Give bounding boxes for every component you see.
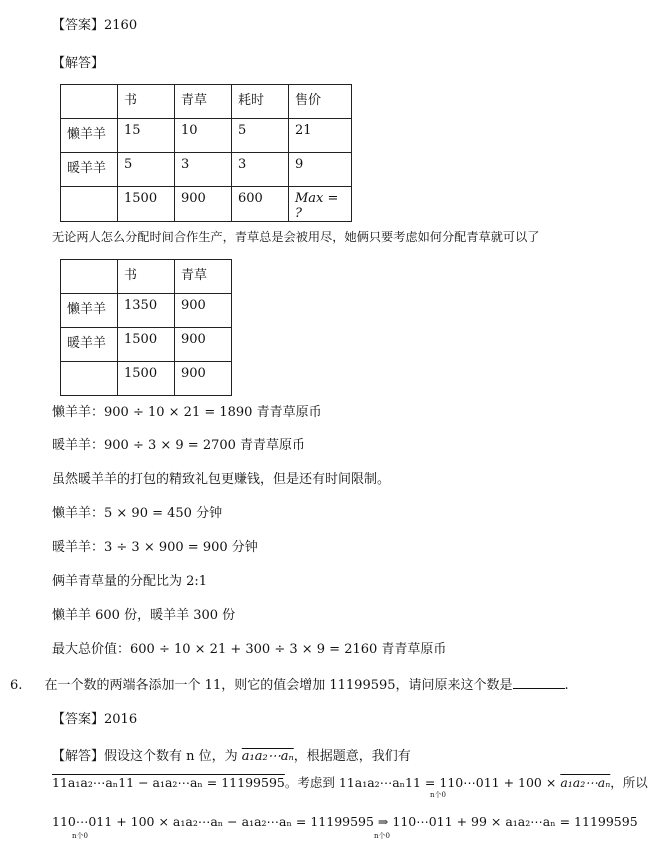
table-row bbox=[61, 294, 232, 328]
table-row bbox=[61, 119, 352, 153]
calc-line: 俩羊青草量的分配比为 2:1 bbox=[52, 574, 208, 589]
table-cell: 5 bbox=[232, 119, 289, 153]
table-row bbox=[61, 362, 232, 396]
solution-text: 假设这个数有 n 位，为 bbox=[104, 749, 238, 764]
table-cell: 15 bbox=[118, 119, 175, 153]
equation-text: ，所以 bbox=[610, 775, 648, 790]
table-cell: 5 bbox=[118, 153, 175, 187]
table-cell: 1500 bbox=[118, 328, 175, 362]
question-text: 在一个数的两端各添加一个 11，则它的值会增加 11199595，请问原来这个数是 bbox=[44, 678, 513, 693]
calc-line: 虽然暖羊羊的打包的精致礼包更赚钱，但是还有时间限制。 bbox=[52, 472, 391, 487]
table-cell: 900 bbox=[175, 362, 232, 396]
table-cell: 10 bbox=[175, 119, 232, 153]
answer-value: 2016 bbox=[104, 712, 138, 727]
table-cell: 3 bbox=[175, 153, 232, 187]
table-row bbox=[61, 187, 352, 222]
solution-text: ，根据题意，我们有 bbox=[293, 749, 411, 764]
table-cell: 900 bbox=[175, 294, 232, 328]
table-cell: 暖羊羊 bbox=[61, 153, 118, 187]
table-cell: 青草 bbox=[175, 85, 232, 119]
production-table bbox=[60, 84, 352, 222]
note-text: 无论两人怎么分配时间合作生产，青草总是会被用尽，她俩只要考虑如何分配青草就可以了 bbox=[52, 230, 540, 244]
answer-line bbox=[52, 708, 137, 727]
table-cell: 600 bbox=[232, 187, 289, 222]
table-cell: 1500 bbox=[118, 362, 175, 396]
calc-line: 最大总价值：600 ÷ 10 × 21 + 300 ÷ 3 × 9 = 2160 青青草原币 bbox=[52, 642, 447, 657]
solution-label: 【解答】 bbox=[52, 56, 105, 71]
allocation-table bbox=[60, 259, 232, 396]
solution-label: 【解答】 bbox=[52, 749, 105, 764]
table-header-row bbox=[61, 85, 352, 119]
table-cell: 900 bbox=[175, 187, 232, 222]
calc-line: 懒羊羊 600 份，暖羊羊 300 份 bbox=[52, 608, 236, 623]
table-cell bbox=[61, 362, 118, 396]
equation: 11a₁a₂⋯aₙ11 = 110⋯011 + 100 × bbox=[338, 775, 557, 790]
answer-label: 【答案】 bbox=[52, 18, 105, 33]
table-cell: 1350 bbox=[118, 294, 175, 328]
table-cell bbox=[61, 260, 118, 294]
table-header-row bbox=[61, 260, 232, 294]
answer-value: 2160 bbox=[104, 18, 138, 33]
solution-intro bbox=[52, 745, 411, 764]
calc-line: 懒羊羊：900 ÷ 10 × 21 = 1890 青青草原币 bbox=[52, 405, 322, 420]
answer-line bbox=[52, 14, 137, 33]
question-number: 6. bbox=[10, 678, 23, 693]
subscript-note: n个0 bbox=[72, 832, 88, 840]
table-cell: Max = ? bbox=[289, 187, 352, 222]
table-cell: 暖羊羊 bbox=[61, 328, 118, 362]
table-row bbox=[61, 153, 352, 187]
digits-expression: a₁a₂⋯aₙ bbox=[560, 775, 611, 790]
table-cell: 1500 bbox=[118, 187, 175, 222]
table-cell: 懒羊羊 bbox=[61, 119, 118, 153]
equation: 11a₁a₂⋯aₙ11 − a₁a₂⋯aₙ = 11199595 bbox=[52, 775, 285, 790]
table-cell: 书 bbox=[118, 85, 175, 119]
table-cell: 耗时 bbox=[232, 85, 289, 119]
table-cell bbox=[61, 85, 118, 119]
question-end: . bbox=[564, 678, 569, 693]
table-cell: 3 bbox=[232, 153, 289, 187]
equation-line-1 bbox=[52, 773, 648, 791]
question-6 bbox=[10, 674, 569, 693]
table-cell: 青草 bbox=[175, 260, 232, 294]
table-cell: 9 bbox=[289, 153, 352, 187]
digits-expression: a₁a₂⋯aₙ bbox=[241, 749, 294, 764]
table-cell: 售价 bbox=[289, 85, 352, 119]
calc-line: 暖羊羊：3 ÷ 3 × 900 = 900 分钟 bbox=[52, 540, 258, 555]
answer-blank bbox=[513, 676, 565, 689]
table-cell: 21 bbox=[289, 119, 352, 153]
subscript-note: n个0 bbox=[374, 832, 390, 840]
table-row bbox=[61, 328, 232, 362]
calc-line: 暖羊羊：900 ÷ 3 × 9 = 2700 青青草原币 bbox=[52, 438, 306, 453]
answer-label: 【答案】 bbox=[52, 712, 105, 727]
subscript-note: n个0 bbox=[430, 791, 446, 799]
table-cell: 书 bbox=[118, 260, 175, 294]
calc-line: 懒羊羊：5 × 90 = 450 分钟 bbox=[52, 506, 223, 521]
table-cell: 懒羊羊 bbox=[61, 294, 118, 328]
equation-text: 。考虑到 bbox=[284, 775, 335, 790]
table-cell bbox=[61, 187, 118, 222]
table-cell: 900 bbox=[175, 328, 232, 362]
equation-line-2: 110⋯011 + 100 × a₁a₂⋯aₙ − a₁a₂⋯aₙ = 11199595 ⇒ 110⋯011 + 99 × a₁a₂⋯aₙ = 11199595 bbox=[52, 814, 638, 829]
